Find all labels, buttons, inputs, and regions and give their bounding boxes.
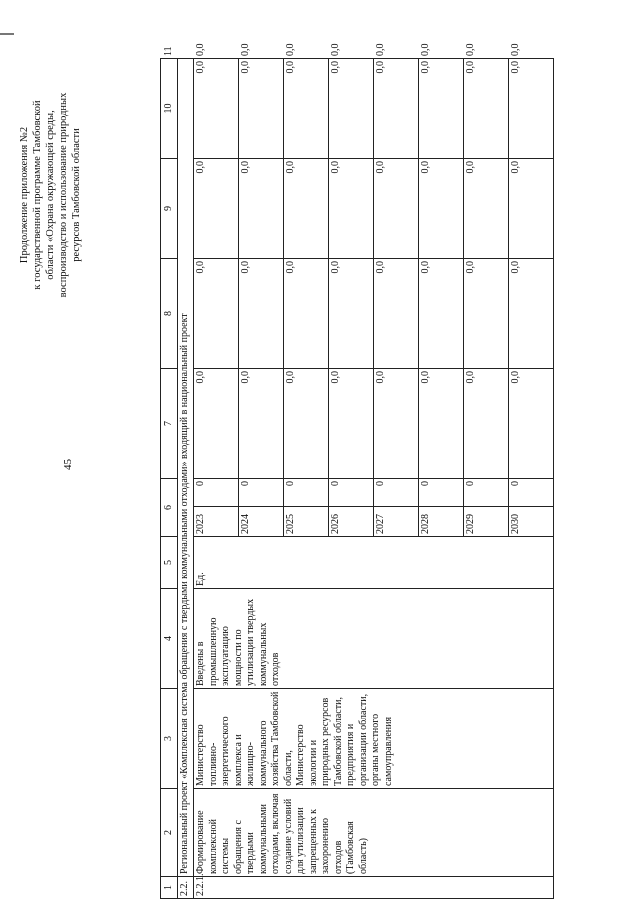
value-cell: 0,0	[284, 159, 329, 259]
value-cell: 0,0	[329, 59, 374, 159]
col-number: 5	[161, 537, 178, 589]
value-cell: 0,0	[374, 59, 419, 159]
value-cell: 0	[374, 479, 419, 507]
year-cell: 2024	[239, 507, 284, 537]
value-cell: 0	[284, 479, 329, 507]
section-number: 2.2.	[178, 877, 194, 899]
year-cell: 2029	[464, 507, 509, 537]
header-line: Продолжение приложения №2	[19, 126, 30, 264]
col-number: 10	[161, 59, 178, 159]
value-cell: 0	[329, 479, 374, 507]
value-cell: 0,0	[284, 59, 329, 159]
value-cell: 0,0	[329, 259, 374, 369]
value-cell: 0,0	[239, 159, 284, 259]
value-cell: 0,0	[374, 369, 419, 479]
header-line: области «Охрана окружающей среды,	[45, 110, 56, 280]
year-cell: 2023	[194, 507, 239, 537]
header-line: воспроизводство и использование природных	[58, 92, 69, 298]
executor: Министерство топливно-энергетического комплекса и жилищно-коммунального хозяйства Тамбовской области, Министерство экологии и природных ресурсов Тамбовской области, предприятия и организации области, органы местного самоуправления	[194, 689, 554, 789]
measure-name: Формирование комплексной системы обращения с твердыми коммунальными отходами, включая создание условий для утилизации запрещенных к захоронению отходов (Тамбовская область)	[194, 789, 554, 877]
value-cell: 0,0	[194, 159, 239, 259]
value-cell: 0,0	[509, 369, 554, 479]
value-cell: 0,0	[374, 259, 419, 369]
col-number: 9	[161, 159, 178, 259]
year-row: 2029 0 0,0 0,0 0,0 0,0 0,0	[464, 59, 509, 899]
value-cell: 0,0	[419, 369, 464, 479]
value-cell: 0,0	[329, 369, 374, 479]
value-cell: 0,0	[509, 59, 554, 159]
section-row	[178, 59, 194, 899]
value-cell: 0	[194, 479, 239, 507]
page-edge-mark	[0, 33, 14, 35]
page-number: 45	[62, 459, 74, 470]
value-cell: 0,0	[239, 59, 284, 159]
value-cell: 0,0	[284, 259, 329, 369]
value-cell: 0,0	[464, 59, 509, 159]
year-cell: 2027	[374, 507, 419, 537]
header-line: ресурсов Тамбовской области	[71, 128, 82, 262]
value-cell: 0	[239, 479, 284, 507]
value-cell: 0,0	[419, 159, 464, 259]
unit: Ед.	[194, 537, 554, 589]
col-number: 8	[161, 259, 178, 369]
value-cell: 0,0	[194, 59, 239, 159]
value-cell: 0,0	[374, 159, 419, 259]
year-row: 2028 0 0,0 0,0 0,0 0,0 0,0	[419, 59, 464, 899]
value-cell: 0,0	[464, 259, 509, 369]
year-row: 2027 0 0,0 0,0 0,0 0,0 0,0	[374, 59, 419, 899]
year-row: 2030 0 0,0 0,0 0,0 0,0 0,0	[509, 59, 554, 899]
year-cell: 2026	[329, 507, 374, 537]
column-number-row: 1 2 3 4 5 6 7 8 9 10 11	[161, 59, 178, 899]
year-cell: 2025	[284, 507, 329, 537]
col-number: 1	[161, 877, 178, 899]
col-number: 2	[161, 789, 178, 877]
col-number: 4	[161, 589, 178, 689]
value-cell: 0,0	[509, 159, 554, 259]
appendix-header	[18, 45, 83, 345]
year-cell: 2028	[419, 507, 464, 537]
value-cell: 0,0	[329, 159, 374, 259]
header-line: к государственной программе Тамбовской	[32, 100, 43, 290]
value-cell: 0,0	[194, 369, 239, 479]
value-cell: 0,0	[464, 159, 509, 259]
value-cell: 0	[464, 479, 509, 507]
value-cell: 0,0	[419, 59, 464, 159]
value-cell: 0,0	[464, 369, 509, 479]
value-cell: 0,0	[239, 369, 284, 479]
row-number: 2.2.1.	[194, 877, 554, 899]
year-row: 2.2.1. Формирование комплексной системы обращения с твердыми коммунальными отходами, включая создание условий для утилизации запрещенных к захоронению отходов (Тамбовская область) Министерство топливно-энергетического комплекса и жилищно-коммунального хозяйства Тамбовской области, Министерство экологии и природных ресурсов Тамбовской области, предприятия и организации области, органы местного самоуправления Введены в промышленную эксплуатацию мощности по утилизации твердых коммунальных отходов Ед. 2023 0 0,0 0,0 0,0 0,0 0,0	[194, 59, 239, 899]
value-cell: 0,0	[419, 259, 464, 369]
year-row: 2024 0 0,0 0,0 0,0 0,0 0,0	[239, 59, 284, 899]
indicator: Введены в промышленную эксплуатацию мощности по утилизации твердых коммунальных отходов	[194, 589, 554, 689]
year-row: 2025 0 0,0 0,0 0,0 0,0 0,0	[284, 59, 329, 899]
value-cell: 0	[419, 479, 464, 507]
value-cell: 0,0	[194, 259, 239, 369]
value-cell: 0,0	[239, 259, 284, 369]
section-title: Региональный проект «Комплексная система обращения с твердыми коммунальными отходами» входящий в национальный проект	[178, 59, 194, 877]
value-cell: 0,0	[284, 369, 329, 479]
col-number: 7	[161, 369, 178, 479]
year-row: 2026 0 0,0 0,0 0,0 0,0 0,0	[329, 59, 374, 899]
program-table	[160, 43, 554, 899]
year-cell: 2030	[509, 507, 554, 537]
col-number: 6	[161, 479, 178, 537]
value-cell: 0,0	[509, 259, 554, 369]
col-number: 3	[161, 689, 178, 789]
value-cell: 0	[509, 479, 554, 507]
